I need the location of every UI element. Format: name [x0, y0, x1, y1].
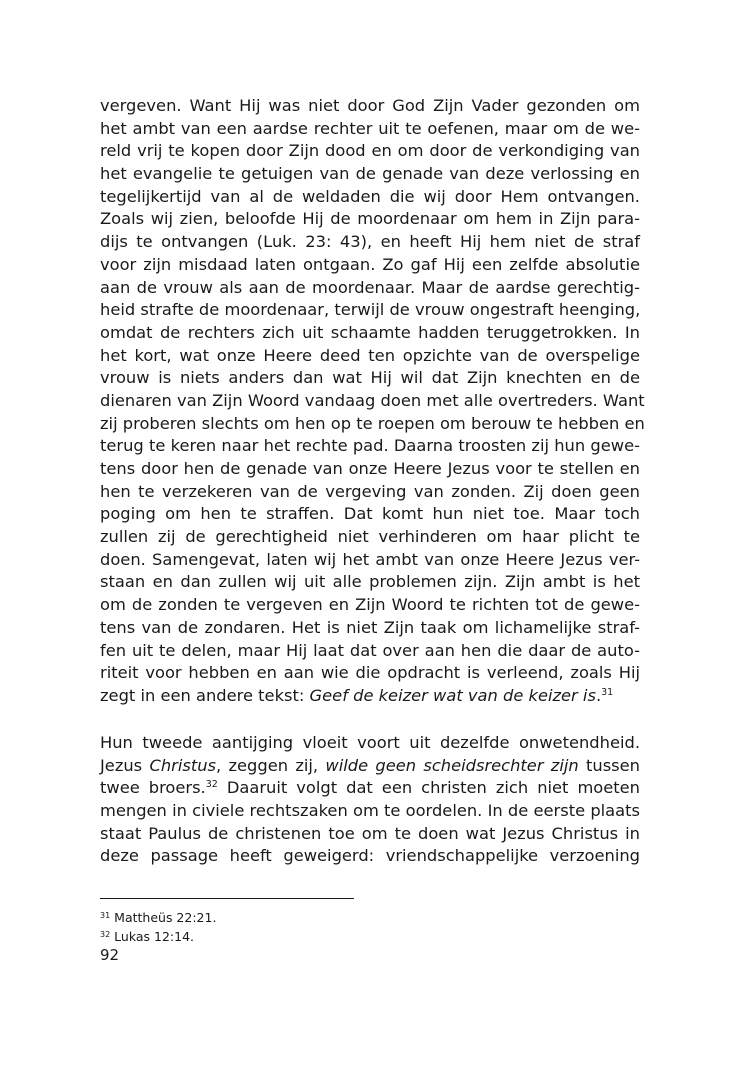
footnote-separator	[100, 898, 354, 899]
text-span: zegt in een andere tekst:	[100, 685, 310, 705]
text-line: vergeven. Want Hij was niet door God Zijn Vader gezonden om	[100, 96, 640, 115]
text-line	[100, 755, 640, 778]
footnote-ref-32[interactable]: 32	[205, 779, 218, 791]
italic-quote: Geef de keizer wat van de keizer is	[309, 685, 596, 705]
text-line: hen te verzekeren van de vergeving van zonden. Zij doen geen	[100, 481, 640, 501]
footnote-32	[100, 927, 640, 946]
text-line: omdat de rechters zich uit schaamte hadden teruggetrokken. In	[100, 322, 640, 342]
text-line: doen. Samengevat, laten wij het ambt van onze Heere Jezus ver-	[100, 549, 640, 569]
text-line: het kort, wat onze Heere deed ten opzichte van de overspelige	[100, 345, 640, 365]
footnote-ref-31[interactable]: 31	[601, 686, 614, 698]
text-line: staan en dan zullen wij uit alle problemen zijn. Zijn ambt is het	[100, 572, 640, 592]
text-line: om de zonden te vergeven en Zijn Woord te richten tot de gewe-	[100, 595, 640, 615]
text-line: tens van de zondaren. Het is niet Zijn taak om lichamelijke straf-	[100, 617, 640, 637]
paragraph-2	[100, 732, 640, 868]
text-line: heid strafte de moordenaar, terwijl de vrouw ongestraft heenging,	[100, 300, 641, 320]
text-line: terug te keren naar het rechte pad. Daarna troosten zij hun gewe-	[100, 436, 640, 456]
text-line: tegelijkertijd van al de weldaden die wij door Hem ontvangen.	[100, 186, 640, 206]
text-span: Jezus	[100, 755, 150, 775]
text-line: Hun tweede aantijging vloeit voort uit dezelfde onwetendheid.	[100, 733, 640, 752]
text-line: zij proberen slechts om hen op te roepen om berouw te hebben en	[100, 413, 645, 433]
text-line: Zoals wij zien, beloofde Hij de moordenaar om hem in Zijn para-	[100, 209, 640, 229]
footnote-text: Lukas 12:14.	[110, 929, 194, 944]
footnote-number: 32	[100, 930, 111, 939]
text-line: mengen in civiele rechtszaken om te oordelen. In de eerste plaats	[100, 801, 640, 821]
footnote-text: Mattheüs 22:21.	[110, 910, 217, 925]
page-number: 92	[100, 946, 120, 964]
text-line: dienaren van Zijn Woord vandaag doen met alle overtreders. Want	[100, 390, 645, 410]
text-line: deze passage heeft geweigerd: vriendschappelijke verzoening	[100, 846, 640, 866]
text-span: twee broers.	[100, 778, 206, 798]
text-span: .	[595, 685, 602, 705]
text-line: zullen zij de gerechtigheid niet verhinderen om haar plicht te	[100, 527, 640, 547]
text-line: tens door hen de genade van onze Heere Jezus voor te stellen en	[100, 459, 640, 478]
italic-quote: wilde geen scheidsrechter zijn	[325, 755, 579, 775]
text-line: dijs te ontvangen (Luk. 23: 43), en heeft Hij hem niet de straf	[100, 232, 640, 252]
text-span: , zeggen zij,	[216, 755, 326, 775]
text-span: tussen	[578, 755, 640, 775]
text-line: het evangelie te getuigen van de genade van deze verlossing en	[100, 164, 640, 184]
text-line: riteit voor hebben en aan wie die opdracht is verleend, zoals Hij	[100, 663, 640, 683]
footnote-number: 31	[100, 911, 111, 920]
italic-name: Christus	[149, 755, 217, 775]
text-line-last	[100, 685, 640, 708]
text-line: fen uit te delen, maar Hij laat dat over aan hen die daar de auto-	[100, 640, 640, 660]
text-line: vrouw is niets anders dan wat Hij wil dat Zijn knechten en de	[100, 368, 640, 388]
text-line: reld vrij te kopen door Zijn dood en om door de verkondiging van	[100, 141, 640, 161]
text-line: poging om hen te straffen. Dat komt hun niet toe. Maar toch	[100, 504, 640, 524]
paragraph-1	[100, 95, 645, 708]
text-line	[100, 777, 640, 800]
footnote-31	[100, 908, 640, 927]
text-line: aan de vrouw als aan de moordenaar. Maar de aardse gerechtig-	[100, 277, 640, 297]
text-span: Daaruit volgt dat een christen zich niet moeten	[217, 778, 640, 798]
text-line: staat Paulus de christenen toe om te doen wat Jezus Christus in	[100, 823, 640, 843]
text-line: voor zijn misdaad laten ontgaan. Zo gaf Hij een zelfde absolutie	[100, 254, 640, 274]
text-line: het ambt van een aardse rechter uit te oefenen, maar om de we-	[100, 118, 640, 138]
footnotes	[100, 908, 640, 946]
